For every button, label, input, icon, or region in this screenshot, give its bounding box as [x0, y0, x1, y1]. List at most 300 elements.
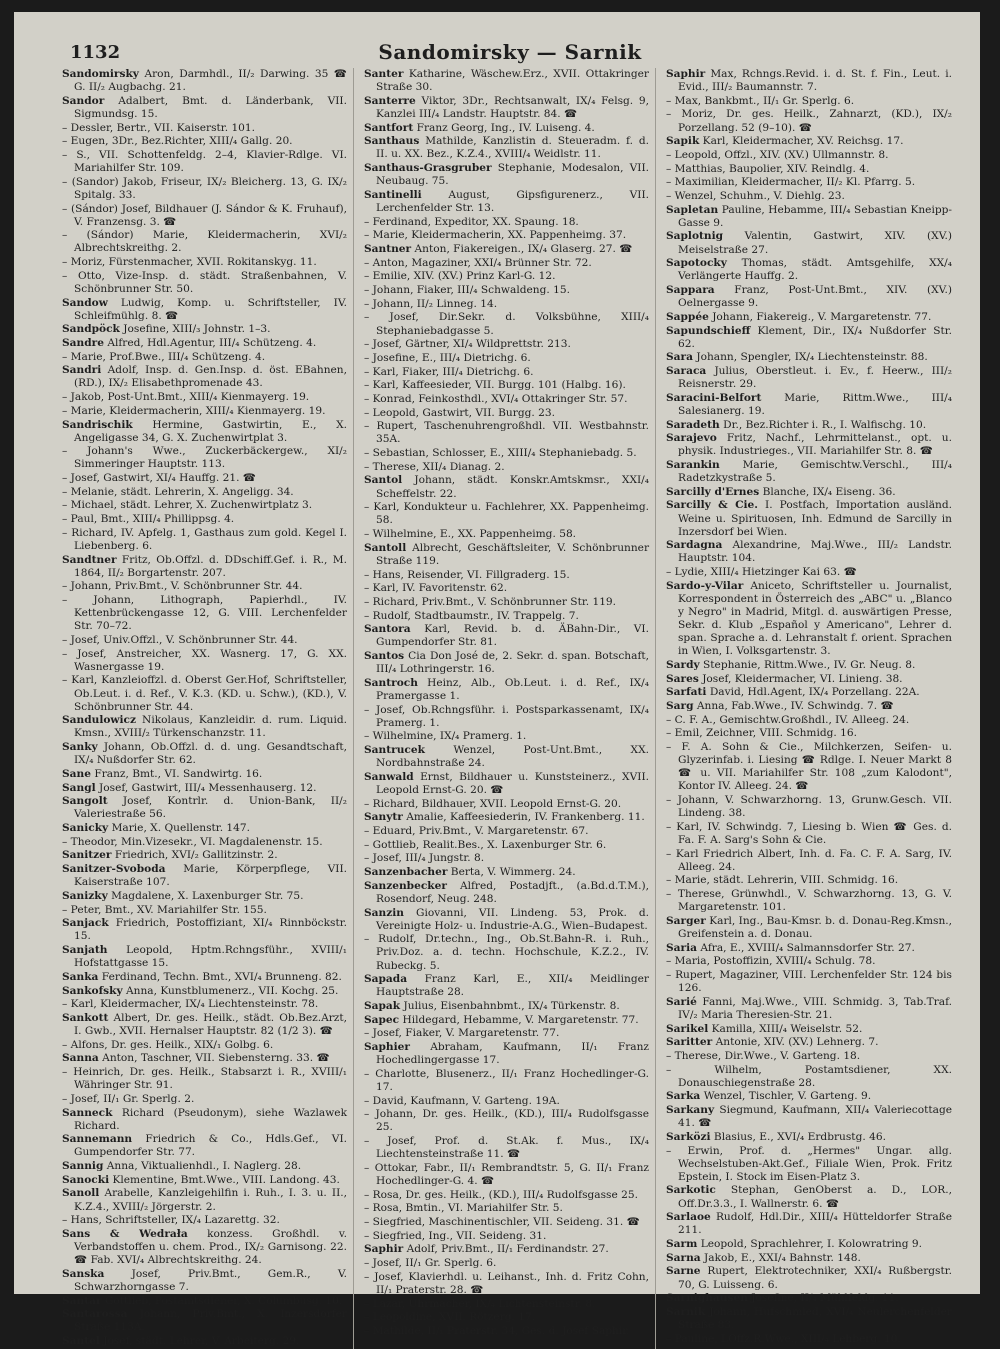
entry-details: Karl, Revid. b. d. ÄBahn-Dir., VI. Gumpendorfer Str. 81. [376, 623, 649, 649]
directory-entry [364, 610, 649, 623]
entry-details: Kamilla, XIII/₄ Weiselstr. 52. [711, 1022, 863, 1035]
entry-details: Blasius, E., XVI/₄ Erdbrustg. 46. [713, 1130, 886, 1143]
entry-details: Ernst, Bildhauer u. Kunststeinerz., XVII. Leopold Ernst-G. 20. ☎ [376, 770, 649, 796]
column-2 [364, 68, 656, 1349]
directory-entry [666, 365, 952, 391]
directory-entry [364, 852, 649, 865]
entry-surname: Sarna [666, 1251, 701, 1264]
directory-entry [62, 822, 347, 835]
directory-entry [364, 1230, 649, 1243]
entry-surname: Sannemann [62, 1133, 133, 1146]
directory-entry [62, 351, 347, 364]
directory-entry [666, 741, 952, 793]
entry-surname: Sanizky [62, 889, 108, 902]
directory-entry [364, 270, 649, 283]
entry-surname: Sarajevo [666, 432, 717, 445]
entry-details: Marie, Rittm.Wwe., III/₄ Salesianerg. 19. [678, 391, 952, 417]
directory-entry [364, 582, 649, 595]
entry-details: Friedrich & Co., Hdls.Gef., VI. Gumpendorfer Str. 77. [74, 1133, 347, 1159]
directory-entry [364, 528, 649, 541]
entry-surname: Saphir [666, 68, 706, 80]
entry-details: – Peter, Bmt., XV. Mariahilfer Str. 155. [62, 903, 267, 916]
entry-details: – Johann's Wwe., Zuckerbäckergew., XI/₂ Simmeringer Hauptstr. 113. [62, 445, 347, 471]
directory-entry [666, 821, 952, 847]
directory-entry [666, 1333, 952, 1346]
directory-entry [364, 1271, 649, 1297]
directory-entry [666, 794, 952, 820]
directory-entry [62, 445, 347, 471]
entry-details: – Alfons, Dr. ges. Heilk., XIX/₁ Golbg. 6. [62, 1038, 274, 1051]
directory-entry [364, 880, 649, 906]
entry-details: Siegmund, Kaufmann, XII/₄ Valeriecottage 41. ☎ [678, 1104, 953, 1130]
directory-entry [666, 996, 952, 1022]
entry-details: – Otto, Vize-Insp. d. städt. Straßenbahnen, V. Schönbrunner Str. 50. [62, 269, 347, 295]
entry-details: Adolf, Priv.Bmt., II/₁ Ferdinandstr. 27. [406, 1243, 609, 1256]
entry-surname: Sarankin [666, 459, 720, 471]
column-3 [666, 68, 958, 1349]
directory-entry [666, 95, 952, 108]
directory-entry [666, 351, 952, 364]
directory-entry [666, 1211, 952, 1237]
entry-surname: Sanjack [62, 917, 109, 930]
entry-details: – Marie, Prof.Bwe., III/₄ Schützeng. 4. [62, 350, 266, 363]
entry-details: Abraham, Kaufmann, II/₁ Franz Hochedlingergasse 17. [376, 1041, 649, 1067]
directory-entry [666, 459, 952, 485]
entry-surname: Sarkany [666, 1104, 715, 1117]
entry-surname: Sardagna [666, 539, 723, 552]
directory-entry [666, 257, 952, 283]
directory-entry [62, 513, 347, 526]
directory-entry [62, 1214, 347, 1227]
directory-entry [364, 162, 649, 188]
entry-surname: Santel [62, 1335, 100, 1348]
entry-surname: Sarközi [666, 1130, 711, 1143]
directory-entry [364, 1095, 649, 1108]
directory-entry [666, 1184, 952, 1210]
entry-surname: Santol [364, 474, 403, 487]
directory-entry [666, 659, 952, 672]
entry-surname: Sapotocky [666, 257, 727, 270]
directory-entry [364, 798, 649, 811]
entry-details: – Dessler, Bertr., VII. Kaiserstr. 101. [62, 121, 256, 134]
entry-details: – Max, Bankbmt., II/₁ Gr. Sperlg. 6. [666, 94, 855, 107]
entry-surname: Sarg [666, 700, 694, 713]
directory-columns [62, 68, 958, 1348]
entry-details: – Mathilde, II/₁ Praterstr. 34, Ges. d. Josef Saphir. [364, 1324, 630, 1337]
directory-entry [62, 270, 347, 296]
entry-details: – Emilie, XIV. (XV.) Prinz Karl-G. 12. [364, 270, 556, 283]
directory-entry [666, 1238, 952, 1251]
entry-details: Marie, Gemischtw.Verschl., III/₄ Radetzkystraße 5. [678, 459, 952, 485]
directory-entry [62, 985, 347, 998]
entry-surname: Sandre [62, 337, 104, 349]
entry-details: – Leopold, Gastwirt, VII. Burgg. 23. [364, 406, 555, 419]
directory-entry [364, 1108, 649, 1134]
entry-details: Hermine, Gastwirtin, E., X. Angeligasse 34, G. X. Zuchenwirtplat 3. [74, 418, 347, 444]
entry-details: Friedrich, XVI/₂ Gallitzinstr. 2. [114, 849, 278, 862]
directory-entry [62, 836, 347, 849]
directory-entry [62, 648, 347, 674]
entry-details: Jakob, E., XXI/₄ Bahnstr. 148. [704, 1251, 861, 1264]
directory-entry [364, 1216, 649, 1229]
directory-entry [364, 596, 649, 609]
directory-entry [666, 700, 952, 713]
entry-surname: Sangl [62, 781, 96, 794]
entry-surname: Sares [666, 672, 699, 685]
entry-details: – Karl, Kaffeesieder, VII. Burgg. 101 (Halbg. 16). [364, 379, 626, 392]
directory-entry [666, 190, 952, 203]
entry-details: – Wilhelm, Postamtsdiener, XX. Donauschiegenstraße 28. [666, 1063, 952, 1089]
directory-entry [62, 297, 347, 323]
entry-details: Johann, städt. Konskr.Amtskmsr., XXI/₄ Scheffelstr. 22. [376, 474, 649, 500]
entry-details: Viktor, 3Dr., Rechtsanwalt, IX/₄ Felsg. 9, Kanzlei III/₄ Landstr. Hauptstr. 84. ☎ [376, 94, 649, 120]
entry-details: Alfred, Hdl.Agentur, III/₄ Schützeng. 4. [107, 337, 317, 349]
entry-details: – Johann, Dr. ges. Heilk., (KD.), III/₄ Rudolfsgasse 25. [364, 1108, 649, 1134]
entry-surname: Sanneck [62, 1106, 113, 1119]
directory-entry [666, 1252, 952, 1265]
entry-surname: Sanzenbacher [364, 866, 448, 879]
entry-surname: Sandpöck [62, 323, 120, 336]
directory-entry [666, 942, 952, 955]
directory-entry [62, 256, 347, 269]
entry-details: – Sebastian, Schlosser, E., XIII/₄ Stephaniebadg. 5. [364, 447, 637, 460]
entry-details: Alexandrine, Maj.Wwe., III/₂ Landstr. Hauptstr. 104. [678, 539, 952, 565]
directory-entry [364, 839, 649, 852]
entry-details: – Therese, XII/₄ Dianag. 2. [364, 460, 505, 473]
directory-entry [364, 216, 649, 229]
entry-surname: Sardy [666, 658, 700, 671]
directory-entry [62, 1228, 347, 1267]
entry-surname: Sannig [62, 1160, 104, 1173]
directory-entry [62, 782, 347, 795]
entry-surname: Sanska [62, 1267, 105, 1280]
directory-entry [364, 243, 649, 256]
entry-surname: Sarcilly d'Ernes [666, 485, 760, 498]
directory-entry [666, 419, 952, 432]
entry-details: – Richard, IV. Apfelg. 1, Gasthaus zum gold. Kegel I. Liebenberg. 6. [62, 526, 347, 552]
entry-details: – Jakob, Post-Unt.Bmt., XIII/₄ Kienmayerg. 19. [62, 391, 310, 404]
directory-entry [62, 1160, 347, 1173]
entry-details: Afra, E., XVIII/₄ Salmannsdorfer Str. 27. [700, 941, 915, 954]
entry-surname: Sane [62, 767, 91, 780]
entry-details: Stephan, GenOberst a. D., LOR., Off.Dr.3.3., I. Wallnerstr. 6. ☎ [678, 1184, 952, 1210]
entry-surname: Sandtner [62, 553, 117, 566]
entry-details: Aniceto, Schriftsteller u. Journalist, Korrespondent in Österreich des „ABC" u. „Blanco y Negro" in Madrid, Mitgl. d. auswärtigen Presse, Sekr. d. Klub „Español y Americano", Lehrer d. span. Sprache a. d. Lehranstalt f. orient. Sprachen in Wien, I. Volksgartenstr. 3. [678, 579, 952, 658]
entry-details: – Rupert, Magaziner, VIII. Lerchenfelder Str. 124 bis 126. [666, 969, 952, 995]
entry-details: – Therese, Dir.Wwe., V. Garteng. 18. [666, 1049, 861, 1062]
directory-entry [62, 904, 347, 917]
entry-details: Fritz, Nachf., Lehrmittelanst., opt. u. physik. Industrieges., VII. Mariahilfer Str. 8. ☎ [678, 432, 953, 458]
directory-entry [666, 874, 952, 887]
entry-surname: Sandomirsky [62, 68, 139, 80]
directory-entry [364, 650, 649, 676]
directory-entry [666, 888, 952, 914]
entry-details: – Lydie, XIII/₄ Hietzinger Kai 63. ☎ [666, 566, 857, 579]
entry-details: – Rosa, Bmtin., VI. Mariahilfer Str. 5. [364, 1202, 563, 1215]
entry-details: – Josef, II/₁ Gr. Sperlg. 2. [62, 1092, 195, 1105]
entry-details: – Michael, städt. Lehrer, X. Zuchenwirtplatz 3. [62, 499, 313, 512]
entry-details: – Maximilian, Kleidermacher, II/₂ Kl. Pfarrg. 5. [666, 176, 916, 189]
entry-surname: Santerre [364, 94, 416, 107]
entry-surname: Sappara [666, 284, 715, 297]
entry-details: – Charlotte, Blusenerz., II/₁ Franz Hochedlinger-G. 17. [364, 1067, 649, 1093]
entry-details: – Emil, Zeichner, VIII. Schmidg. 16. [666, 727, 857, 740]
entry-details: Wenzel, Post-Unt.Bmt., XX. Nordbahnstraße 24. [376, 744, 649, 770]
entry-details: – Ferdinand, Expeditor, XX. Spaung. 18. [364, 215, 579, 228]
directory-entry [62, 634, 347, 647]
entry-details: – (Sandor) Jakob, Friseur, IX/₂ Bleicherg. 13, G. IX/₂ Spitalg. 33. [62, 175, 347, 201]
entry-details: – Josef, Gastwirt, XI/₄ Hauffg. 21. ☎ [62, 472, 256, 485]
entry-details: – Leopoldine, XVII. Rötzerg. 17. [364, 1311, 536, 1324]
entry-surname: Sarkotic [666, 1184, 716, 1197]
entry-details: – Wilhelmine, IX/₄ Pramerg. 1. [364, 730, 527, 743]
entry-surname: Sanwald [364, 770, 414, 783]
directory-entry [62, 472, 347, 485]
entry-details: Klement, Dir., IX/₄ Nußdorfer Str. 62. [678, 324, 952, 350]
directory-entry [364, 542, 649, 568]
entry-details: – Josef, Anstreicher, XX. Wasnerg. 17, G. XX. Wasnergasse 19. [62, 647, 347, 673]
entry-details: – Ottokar, Fabr., II/₁ Rembrandtstr. 5, G. II/₁ Franz Hochedlinger-G. 4. ☎ [364, 1161, 649, 1187]
directory-entry [62, 580, 347, 593]
entry-surname: Saphir [364, 1243, 404, 1256]
directory-entry [666, 432, 952, 458]
directory-entry [666, 1036, 952, 1049]
entry-surname: Santinelli [364, 188, 422, 201]
entry-details: Josef, städt. Lehrer, V. Arbeiterg. 29. [103, 1335, 300, 1348]
entry-surname: Saradeth [666, 418, 720, 431]
directory-entry [364, 1189, 649, 1202]
directory-entry [364, 704, 649, 730]
directory-entry [364, 257, 649, 270]
entry-surname: Saracini-Belfort [666, 391, 762, 404]
entry-details: Stephanie, Rittm.Wwe., IV. Gr. Neug. 8. [703, 658, 916, 671]
directory-entry [666, 969, 952, 995]
entry-surname: Saritter [666, 1036, 713, 1049]
entry-details: Johann, Ob.Offzl. d. d. ung. Gesandtschaft, IX/₄ Nußdorfer Str. 62. [74, 741, 347, 767]
directory-entry [666, 311, 952, 324]
entry-surname: Sandor [62, 94, 105, 107]
entry-details: Franz Georg, Ing., IV. Luiseng. 4. [416, 121, 595, 134]
entry-details: Alfred, Postadjft., (a.Bd.d.T.M.), Rosendorf, Neug. 248. [376, 879, 650, 905]
entry-details: Adalbert, Bmt. d. Länderbank, VII. Sigmundsg. 15. [74, 94, 347, 120]
entry-details: – Hans, Reisender, VI. Fillgraderg. 15. [364, 568, 570, 581]
directory-entry [62, 364, 347, 390]
directory-entry [364, 569, 649, 582]
entry-surname: Santner [364, 242, 412, 255]
entry-details: Fritz, Ob.Offzl. d. DDschiff.Gef. i. R., M. 1864, II/₂ Borgartenstr. 207. [74, 553, 347, 579]
entry-details: – Rudolf, Dr.techn., Ing., Ob.St.Bahn-R. i. Ruh., Priv.Doz. a. d. techn. Hochschule, K.Z.2., IV. Rubeckg. 5. [364, 933, 649, 972]
directory-entry [62, 405, 347, 418]
entry-surname: Sanitzer-Svoboda [62, 863, 166, 876]
entry-details: – Marie, städt. Lehrerin, VIII. Schmidg. 16. [666, 874, 899, 887]
directory-entry [364, 1202, 649, 1215]
directory-entry [364, 933, 649, 972]
entry-details: Giovanni, VII. Lindeng. 53, Prok. d. Vereinigte Holz- u. Industrie-A.G., Wien–Budapest. [376, 906, 649, 932]
entry-details: Josefine, II/₄ Mühlfeldg. 11. [751, 1292, 899, 1305]
directory-entry [62, 203, 347, 229]
entry-details: Julius, Eisenbahnbmt., IX/₄ Türkenstr. 8. [403, 999, 620, 1012]
entry-surname: Sanzenbecker [364, 879, 447, 892]
entry-details: – Anton, Magaziner, XXI/₄ Brünner Str. 72. [364, 256, 592, 269]
entry-details: – Johann, Lithograph, Papierhdl., IV. Kettenbrückengasse 12, G. VIII. Lerchenfelder Str. 70–72. [62, 594, 347, 633]
entry-details: Anna, Viktualienhdl., I. Naglerg. 28. [106, 1160, 302, 1173]
directory-entry [62, 554, 347, 580]
entry-details: – Siegfried, Maschinentischler, VII. Seideng. 31. ☎ [364, 1216, 640, 1228]
entry-details: – (Sándor) Marie, Kleidermacherin, XVI/₂ Albrechtskreithg. 2. [62, 229, 347, 255]
entry-surname: Sandulowicz [62, 714, 137, 727]
directory-entry [62, 1012, 347, 1038]
directory-entry [364, 623, 649, 649]
entry-details: – Wilhelmine, E., XX. Pappenheimg. 58. [364, 528, 577, 541]
entry-surname: Sarfati [666, 686, 707, 699]
page-header [62, 38, 958, 68]
entry-surname: Santroch [364, 676, 418, 689]
entry-surname: Sarne [666, 1265, 701, 1278]
directory-entry [364, 771, 649, 797]
entry-details: August, Gipsfigurenerz., VII. Lerchenfelder Str. 13. [376, 188, 649, 214]
entry-surname: Saphier [364, 1041, 410, 1054]
entry-details: Ludwig, Komp. u. Schriftsteller, IV. Schleifmühlg. 8. ☎ [74, 296, 347, 322]
directory-entry [364, 461, 649, 474]
directory-entry [666, 955, 952, 968]
entry-details: Amalie, Kaffeesiederin, IV. Frankenberg. 11. [406, 811, 645, 824]
entry-details: Karl, Ing., Bau-Kmsr. b. d. Donau-Reg.Kmsn., Greifenstein a. d. Donau. [678, 914, 953, 940]
entry-details: Rupert, Elektrotechniker, XXI/₄ Rußbergstr. 70, G. Luisseng. 6. [678, 1265, 953, 1291]
entry-surname: Sara [666, 351, 693, 364]
directory-entry [364, 1311, 649, 1324]
entry-details: – Theodor, Min.Vizesekr., VI. Magdalenenstr. 15. [62, 835, 323, 848]
directory-entry [666, 1265, 952, 1291]
directory-entry [62, 714, 347, 740]
entry-surname: Santoll [364, 541, 407, 554]
entry-surname: Sarié [666, 995, 697, 1008]
directory-entry [364, 1325, 649, 1338]
entry-surname: Santos [364, 650, 405, 663]
directory-entry [62, 1174, 347, 1187]
directory-entry [62, 741, 347, 767]
directory-entry [666, 1145, 952, 1184]
entry-details: Marie, X. Quellenstr. 147. [111, 822, 251, 835]
directory-entry [62, 527, 347, 553]
directory-entry [62, 944, 347, 970]
entry-surname: Saraca [666, 364, 707, 377]
entry-details: – Moriz, Dr. ges. Heilk., Zahnarzt, (KD.), IX/₂ Porzellang. 52 (9–10). ☎ [666, 108, 952, 134]
entry-surname: Sanzin [364, 906, 404, 919]
directory-entry [666, 673, 952, 686]
entry-details: – Josef, Klavierhdl. u. Leihanst., Inh. d. Fritz Cohn, II/₁ Praterstr. 28. ☎ [364, 1270, 649, 1296]
directory-entry [62, 1308, 347, 1334]
entry-surname: Sarger [666, 914, 706, 927]
directory-entry [666, 204, 952, 230]
entry-details: Josefine, XIII/₃ Johnstr. 1–3. [123, 323, 271, 336]
entry-surname: Sanjath [62, 944, 108, 957]
entry-details: David, Hdl.Agent, IX/₄ Porzellang. 22A. [709, 686, 920, 699]
directory-entry [364, 284, 649, 297]
entry-details: – Karl, IV. Favoritenstr. 62. [364, 582, 508, 595]
entry-details: – Josef, Gärtner, XI/₄ Wildprettstr. 213. [364, 338, 571, 351]
directory-entry [364, 1162, 649, 1188]
entry-details: – F. A. Sohn & Cie., Milchkerzen, Seifen- u. Glyzerinfab. i. Liesing ☎ Rdlge. I. Neuer Markt 8 ☎ u. VII. Mariahilfer Str. 108 „zum Kalodont", Kontor IV. Alleeg. 24. ☎ [666, 741, 952, 793]
directory-entry [364, 1000, 649, 1013]
directory-entry [62, 135, 347, 148]
directory-entry [666, 1050, 952, 1063]
entry-details: – Maria, Postoffizin, XVIII/₄ Schulg. 78. [666, 955, 876, 968]
directory-entry [364, 393, 649, 406]
entry-details: – Richard, Priv.Bmt., V. Schönbrunner Str. 119. [364, 595, 617, 608]
directory-entry [62, 1335, 347, 1348]
entry-details: – Karl, Kanzleioffzl. d. Oberst Ger.Hof, Schriftsteller, Ob.Leut. i. d. Ref., V. K.3. (KD. u. Schw.), (KD.), V. Schönbrunner Str. 44. [62, 674, 347, 713]
entry-details: – Wenzel, Schuhm., V. Diehlg. 23. [666, 190, 845, 202]
entry-details: – Josefine, E., III/₄ Dietrichg. 6. [364, 351, 531, 364]
directory-entry [62, 1107, 347, 1133]
entry-details: Blanche, IX/₄ Eiseng. 36. [762, 485, 896, 498]
entry-surname: Sandrischik [62, 418, 133, 431]
directory-entry [666, 176, 952, 189]
entry-details: – Lazar, Uhrmacher, IX/₄ Lichtensteinstr. 8. [364, 1297, 596, 1310]
directory-entry [364, 744, 649, 770]
directory-entry [62, 122, 347, 135]
entry-details: – Matthias, Baupolier, XIV. Reindlg. 4. [666, 162, 870, 175]
directory-entry [364, 1243, 649, 1256]
directory-entry [62, 68, 347, 94]
entry-details: Max, Rchngs.Revid. i. d. St. f. Fin., Leut. i. Evid., III/₂ Baumannstr. 7. [678, 68, 952, 94]
entry-surname: Saria [666, 941, 697, 954]
entry-details: – Marie, Kleidermacherin, XIII/₄ Kienmayerg. 19. [62, 404, 326, 417]
running-head: Sandomirsky — Sarnik [378, 40, 642, 64]
entry-details: Leopold, Hptm.Rchngsführ., XVIII/₁ Hofstattgasse 15. [74, 944, 347, 970]
entry-surname: Santhaus [364, 135, 420, 148]
directory-entry [666, 1064, 952, 1090]
entry-surname: Santfort [364, 121, 414, 134]
entry-details: Josef, Kontrlr. d. Union-Bank, II/₂ Valeriestraße 56. [74, 795, 347, 821]
entry-details: Cia Don José de, 2. Sekr. d. span. Botschaft, III/₄ Lothringerstr. 16. [376, 650, 649, 676]
directory-entry [364, 189, 649, 215]
entry-details: Josef, Kleidermacher, VI. Linieng. 38. [702, 672, 903, 685]
entry-details: – Heinrich, Dr. ges. Heilk., Stabsarzt i. R., XVIII/₁ Währinger Str. 91. [62, 1066, 347, 1092]
entry-details: Heinz, Alb., Ob.Leut. i. d. Ref., IX/₄ Pramergasse 1. [376, 676, 649, 702]
directory-entry [666, 1306, 952, 1332]
entry-details: Johann, Hufschmied, XVI/₄ Neulerchenfelder Straße 83. [678, 1305, 952, 1331]
entry-details: – Richard, Bildhauer, XVII. Leopold Ernst-G. 20. [364, 797, 622, 810]
entry-details: – Josef, III/₄ Jungstr. 8. [364, 852, 485, 865]
directory-entry [62, 768, 347, 781]
directory-entry [364, 811, 649, 824]
entry-details: – Gottlieb, Realit.Bes., X. Laxenburger Str. 6. [364, 838, 607, 851]
entry-details: – Josef, Univ.Offzl., V. Schönbrunner Str. 44. [62, 633, 298, 646]
directory-entry [62, 795, 347, 821]
entry-details: – Konrad, Feinkosthdl., XVI/₄ Ottakringer Str. 57. [364, 392, 628, 405]
directory-entry [364, 825, 649, 838]
entry-details: Valentin, Gastwirt, XIV. (XV.) Meiselstraße 27. [678, 230, 952, 256]
directory-entry [666, 230, 952, 256]
directory-entry [364, 1068, 649, 1094]
directory-entry [62, 674, 347, 713]
entry-details: Ferdinand, Techn. Bmt., XVI/₄ Brunneng. 82. [101, 970, 342, 983]
directory-entry [364, 447, 649, 460]
entry-details: Friedrich, Postoffiziant, XI/₄ Rinnböckstr. 15. [74, 917, 347, 943]
directory-entry [666, 486, 952, 499]
entry-surname: Sanitzer [62, 849, 112, 862]
entry-details: konzess. Großhdl. v. Verbandstoffen u. chem. Prod., IX/₂ Garnisong. 22. ☎ Fab. XVI/₄ Albrechtskreithg. 24. [74, 1227, 347, 1267]
directory-entry [62, 1187, 347, 1213]
entry-details: Leopold, Sprachlehrer, I. Kolowratring 9. [700, 1238, 922, 1251]
entry-surname: Sarm [666, 1238, 698, 1251]
entry-details: Wenzel, Tischler, V. Garteng. 9. [703, 1090, 872, 1103]
entry-details: – Rudolf, Stadtbaumstr., IV. Trappelg. 7. [364, 609, 579, 622]
directory-entry [62, 149, 347, 175]
entry-details: – Paul, Bmt., XIII/₄ Phillippsg. 4. [62, 513, 235, 526]
entry-details: Richard (Pseudonym), siehe Wazlawek Richard. [74, 1106, 347, 1132]
